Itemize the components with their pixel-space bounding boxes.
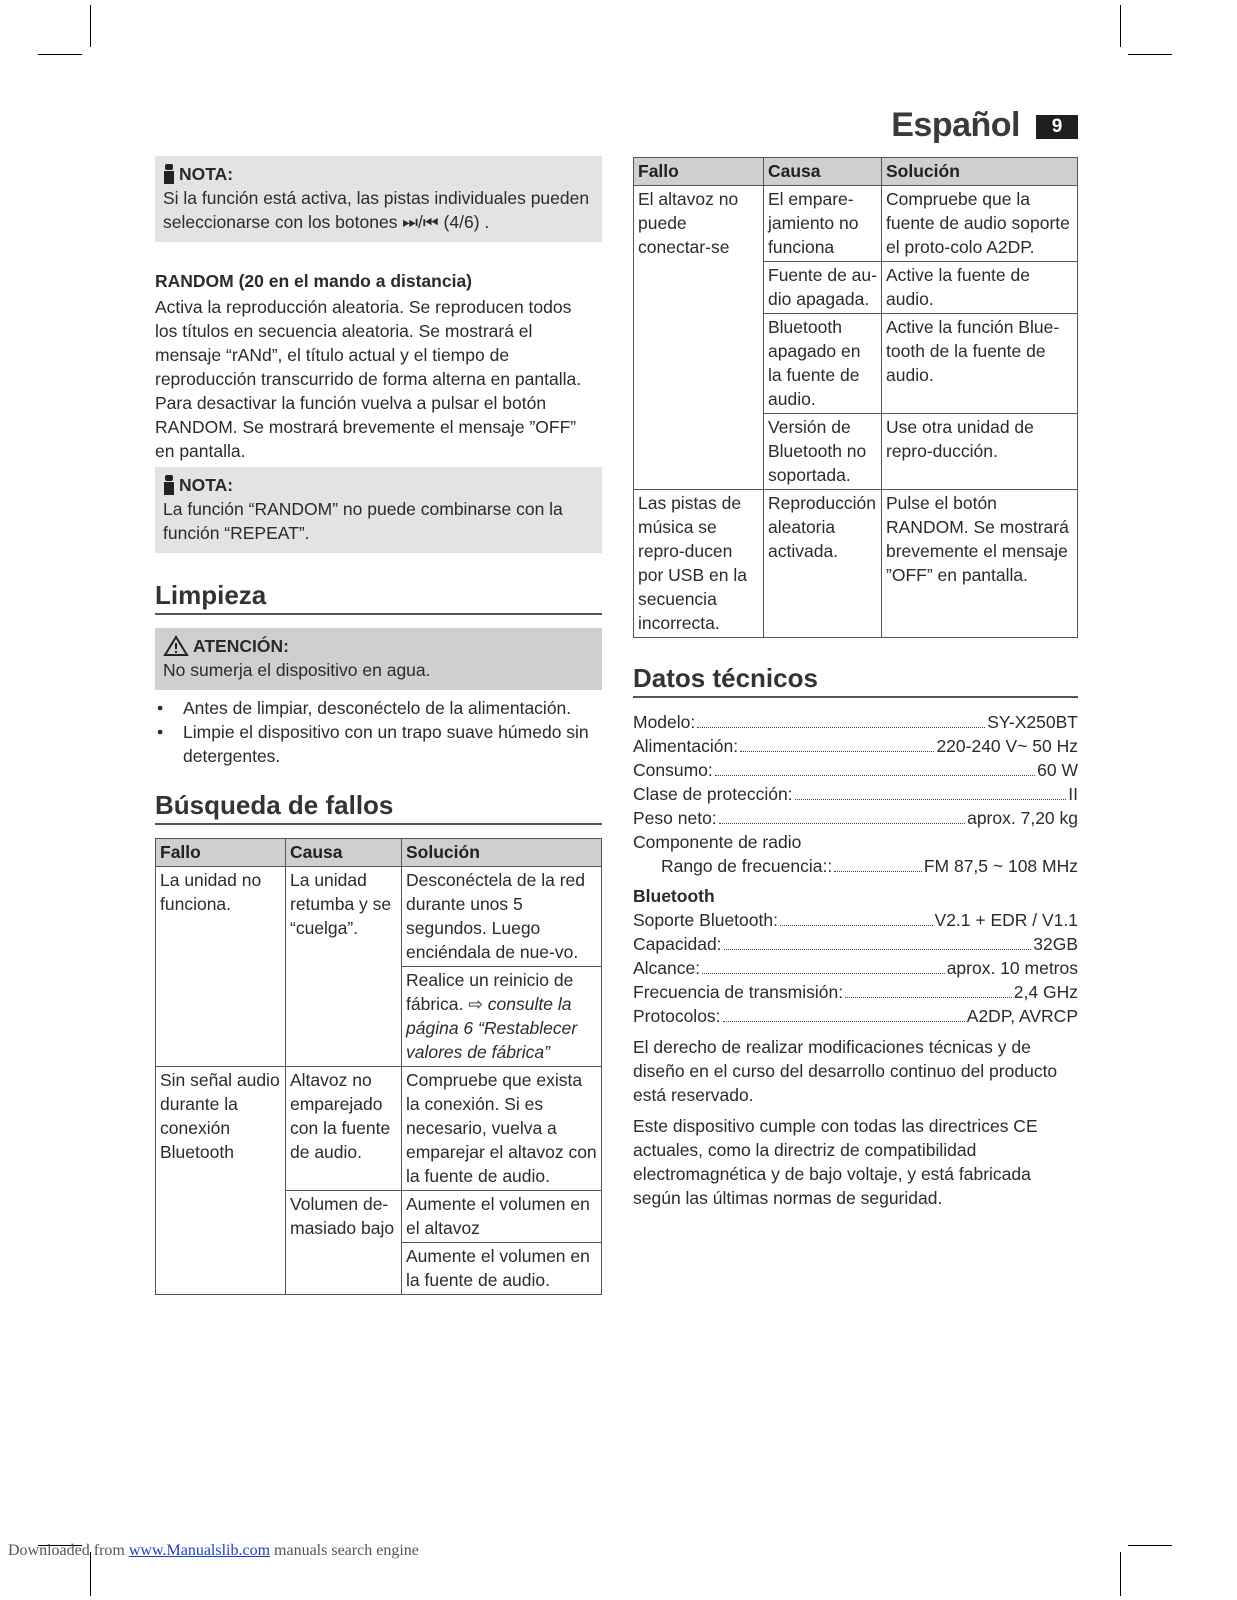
crop-mark — [1120, 5, 1121, 47]
download-footer: Downloaded from www.Manualslib.com manuals search engine — [8, 1542, 419, 1559]
section-title-cleaning: Limpieza — [155, 583, 602, 615]
table-row — [156, 867, 602, 967]
spec-row-weight: Peso neto: aprox. 7,20 kg — [633, 808, 1078, 828]
table-cell: Sin señal audio durante la conexión Bluetooth — [156, 1067, 286, 1295]
specs-list — [633, 710, 1078, 1028]
troubleshooting-table — [633, 157, 1078, 638]
table-header: Causa — [286, 839, 402, 867]
note-text: Si la función está activa, las pistas individuales pueden seleccionarse con los botones ⏭/⏮ (4/6) . — [163, 188, 590, 232]
cleaning-bullet-list — [155, 696, 602, 768]
section-title-troubleshooting: Búsqueda de fallos — [155, 793, 602, 825]
table-cell: Use otra unidad de repro-ducción. — [882, 414, 1078, 490]
spec-row-tx-frequency: Frecuencia de transmisión: 2,4 GHz — [633, 982, 1078, 1002]
table-cell: Fuente de au-dio apagada. — [764, 262, 882, 314]
spec-radio-label: Componente de radio — [633, 832, 802, 852]
table-header: Solución — [882, 158, 1078, 186]
note-text: La función “RANDOM” no puede combinarse con la función “REPEAT”. — [163, 499, 563, 543]
table-cell: Active la función Blue-tooth de la fuente de audio. — [882, 314, 1078, 414]
page-language-header: Español — [891, 106, 1020, 144]
table-cell: La unidad no funciona. — [156, 867, 286, 1067]
right-column — [633, 157, 1078, 1210]
table-row — [156, 1067, 602, 1191]
warning-title: ATENCIÓN: — [163, 634, 594, 658]
table-cell: Las pistas de música se repro-ducen por USB en la secuencia incorrecta. — [634, 490, 764, 638]
table-cell: Active la fuente de audio. — [882, 262, 1078, 314]
crop-mark — [38, 54, 82, 55]
crop-mark — [1128, 54, 1172, 55]
section-title-specs: Datos técnicos — [633, 666, 1078, 698]
spec-row-power: Alimentación: 220-240 V~ 50 Hz — [633, 736, 1078, 756]
spec-bluetooth-heading: Bluetooth — [633, 886, 715, 906]
cross-reference: ⇨ consulte la página 6 “Restablecer valores de fábrica” — [406, 994, 578, 1062]
left-column — [155, 156, 602, 1295]
specs-note-modifications: El derecho de realizar modificaciones técnicas y de diseño en el curso del desarrollo continuo del producto está reservado. — [633, 1037, 1058, 1105]
table-cell: Altavoz no emparejado con la fuente de audio. — [286, 1067, 402, 1191]
info-icon — [163, 164, 175, 184]
table-cell: Compruebe que exista la conexión. Si es necesario, vuelva a emparejar el altavoz con la fuente de audio. — [402, 1067, 602, 1191]
table-cell: El empare-jamiento no funciona — [764, 186, 882, 262]
table-cell: Versión de Bluetooth no soportada. — [764, 414, 882, 490]
table-cell: Desconéctela de la red durante unos 5 segundos. Luego enciéndala de nue-vo. — [402, 867, 602, 967]
table-header: Causa — [764, 158, 882, 186]
table-cell: Volumen de-masiado bajo — [286, 1191, 402, 1295]
table-cell: Reproducción aleatoria activada. — [764, 490, 882, 638]
random-heading: RANDOM (20 en el mando a distancia) — [155, 271, 473, 291]
page-number: 9 — [1036, 115, 1078, 139]
table-cell: La unidad retumba y se “cuelga”. — [286, 867, 402, 1067]
spec-row-bt-support: Soporte Bluetooth: V2.1 + EDR / V1.1 — [633, 910, 1078, 930]
list-item: • Limpie el dispositivo con un trapo suave húmedo sin detergentes. — [155, 720, 602, 768]
crop-mark — [1128, 1545, 1172, 1546]
table-row — [634, 186, 1078, 262]
spec-row-range: Alcance: aprox. 10 metros — [633, 958, 1078, 978]
table-header-row — [156, 839, 602, 867]
specs-note-compliance: Este dispositivo cumple con todas las directrices CE actuales, como la directriz de compatibilidad electromagnética y de bajo voltaje, y está fabricada según las últimas normas de seguridad. — [633, 1116, 1038, 1208]
table-cell — [402, 967, 602, 1067]
spec-row-consumption: Consumo: 60 W — [633, 760, 1078, 780]
table-cell: Pulse el botón RANDOM. Se mostrará brevemente el mensaje ”OFF” en pantalla. — [882, 490, 1078, 638]
table-cell: Aumente el volumen en la fuente de audio. — [402, 1243, 602, 1295]
spec-row-protocols: Protocolos: A2DP, AVRCP — [633, 1006, 1078, 1026]
note-box — [155, 156, 602, 242]
list-item: • Antes de limpiar, desconéctelo de la alimentación. — [155, 696, 602, 720]
spec-row-capacity: Capacidad: 32GB — [633, 934, 1078, 954]
crop-mark — [90, 5, 91, 47]
warning-text: No sumerja el dispositivo en agua. — [163, 660, 431, 680]
table-cell: El altavoz no puede conectar-se — [634, 186, 764, 490]
table-header: Fallo — [634, 158, 764, 186]
troubleshooting-table — [155, 838, 602, 1295]
manualslib-link[interactable]: www.Manualslib.com — [128, 1542, 271, 1559]
table-cell: Aumente el volumen en el altavoz — [402, 1191, 602, 1243]
table-header: Fallo — [156, 839, 286, 867]
spec-row-protection-class: Clase de protección: II — [633, 784, 1078, 804]
note-title: NOTA: — [163, 162, 594, 186]
table-row — [634, 490, 1078, 638]
note-title: NOTA: — [163, 473, 594, 497]
random-text: Activa la reproducción aleatoria. Se reproducen todos los títulos en secuencia aleatoria. Se mostrará el mensaje “rANd”, el título actual y el tiempo de reproducción transcurrido de forma alterna en pantalla. Para desactivar la función vuelva a pulsar el botón RANDOM. Se mostrará brevemente el mensaje ”OFF” en pantalla. — [155, 297, 582, 461]
spec-row-model: Modelo: SY-X250BT — [633, 712, 1078, 732]
table-cell: Compruebe que la fuente de audio soporte el proto-colo A2DP. — [882, 186, 1078, 262]
warning-box — [155, 628, 602, 690]
table-header-row — [634, 158, 1078, 186]
spec-row-frequency-range: Rango de frecuencia:: FM 87,5 ~ 108 MHz — [661, 856, 1078, 876]
table-cell: Bluetooth apagado en la fuente de audio. — [764, 314, 882, 414]
info-icon — [163, 475, 175, 495]
cell-text: Realice un reinicio de fábrica. — [406, 970, 574, 1014]
table-header: Solución — [402, 839, 602, 867]
note-box — [155, 467, 602, 553]
crop-mark — [1120, 1552, 1121, 1596]
warning-triangle-icon — [163, 635, 189, 657]
